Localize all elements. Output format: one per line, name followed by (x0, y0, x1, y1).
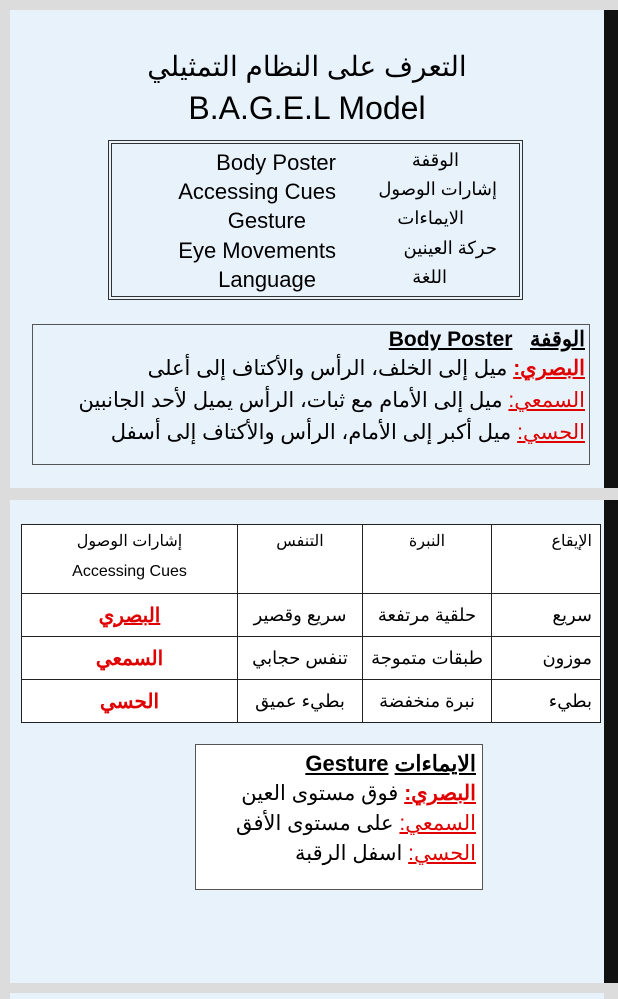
model-item-en: Eye Movements (178, 238, 336, 263)
cell-rhythm: بطيء (492, 680, 601, 723)
cell-tone: طبقات متموجة (363, 637, 492, 680)
accessing-cues-table (21, 524, 601, 723)
table-row (22, 594, 601, 637)
slide-edge (604, 500, 618, 983)
poster-line-visual (33, 353, 585, 385)
cell-breathing: بطيء عميق (238, 680, 363, 723)
header-rhythm: الإيقاع (492, 525, 601, 594)
gesture-heading (196, 749, 476, 779)
model-item (112, 267, 519, 296)
heading-arabic: الايماءات (394, 751, 476, 776)
line-text: فوق مستوى العين (241, 782, 405, 805)
header-cues-arabic: إشارات الوصول (76, 533, 183, 550)
table-row (22, 680, 601, 723)
gesture-box (195, 744, 483, 890)
model-item (112, 238, 519, 267)
model-item (112, 179, 519, 208)
slide-title-english: B.A.G.E.L Model (188, 90, 426, 126)
label-visual: البصري: (404, 782, 476, 805)
label-visual: البصري: (513, 357, 585, 380)
header-cues-english: Accessing Cues (72, 563, 187, 580)
model-item-ar: إشارات الوصول (378, 179, 497, 199)
label-auditory: السمعي: (399, 812, 476, 835)
label-kinesthetic: الحسي: (517, 421, 585, 444)
model-items-box (111, 143, 520, 297)
line-text: ميل إلى الأمام مع ثبات، الرأس يميل لأحد الجانبين (78, 389, 509, 412)
heading-english: Gesture (305, 751, 389, 776)
model-item-ar: اللغة (412, 267, 447, 287)
poster-line-auditory (33, 385, 585, 417)
line-text: على مستوى الأفق (235, 812, 400, 835)
gesture-line-visual (196, 779, 476, 809)
poster-line-kinesthetic (33, 417, 585, 449)
cell-tone: نبرة منخفضة (363, 680, 492, 723)
model-item (112, 208, 519, 237)
table-row (22, 637, 601, 680)
model-item-ar: حركة العينين (403, 238, 497, 258)
model-item-en: Gesture (227, 208, 306, 233)
cell-breathing: سريع وقصير (238, 594, 363, 637)
line-text: اسفل الرقبة (295, 842, 409, 865)
slide-title-arabic: التعرف على النظام التمثيلي (147, 51, 467, 82)
body-poster-box (32, 324, 590, 465)
body-poster-heading (33, 327, 585, 353)
model-item-en: Accessing Cues (178, 179, 336, 204)
label-kinesthetic: الحسي: (408, 842, 476, 865)
cell-rhythm: موزون (492, 637, 601, 680)
header-tone: النبرة (363, 525, 492, 594)
cell-system: البصري (98, 604, 161, 627)
cell-rhythm: سريع (492, 594, 601, 637)
cell-system: الحسي (99, 690, 160, 713)
model-item-en: Body Poster (216, 150, 336, 175)
slide-bagel-model (10, 10, 604, 488)
cell-breathing: تنفس حجابي (238, 637, 363, 680)
slide-edge (604, 10, 618, 488)
heading-arabic: الوقفة (529, 328, 585, 351)
cell-system: السمعي (95, 647, 164, 670)
header-breathing: التنفس (238, 525, 363, 594)
gesture-line-auditory (196, 809, 476, 839)
model-item-ar: الايماءات (397, 208, 464, 228)
heading-english: Body Poster (388, 328, 513, 351)
line-text: ميل أكبر إلى الأمام، الرأس والأكتاف إلى أسفل (110, 421, 518, 444)
model-item (112, 150, 519, 179)
slide-next-partial (10, 993, 604, 999)
line-text: ميل إلى الخلف، الرأس والأكتاف إلى أعلى (147, 357, 514, 380)
cell-tone: حلقية مرتفعة (363, 594, 492, 637)
header-accessing-cues (22, 525, 238, 594)
table-header-row (22, 525, 601, 594)
gesture-line-kinesthetic (196, 839, 476, 869)
model-item-ar: الوقفة (411, 150, 459, 170)
model-item-en: Language (218, 267, 316, 292)
slide-accessing-cues (10, 500, 604, 983)
label-auditory: السمعي: (508, 389, 585, 412)
